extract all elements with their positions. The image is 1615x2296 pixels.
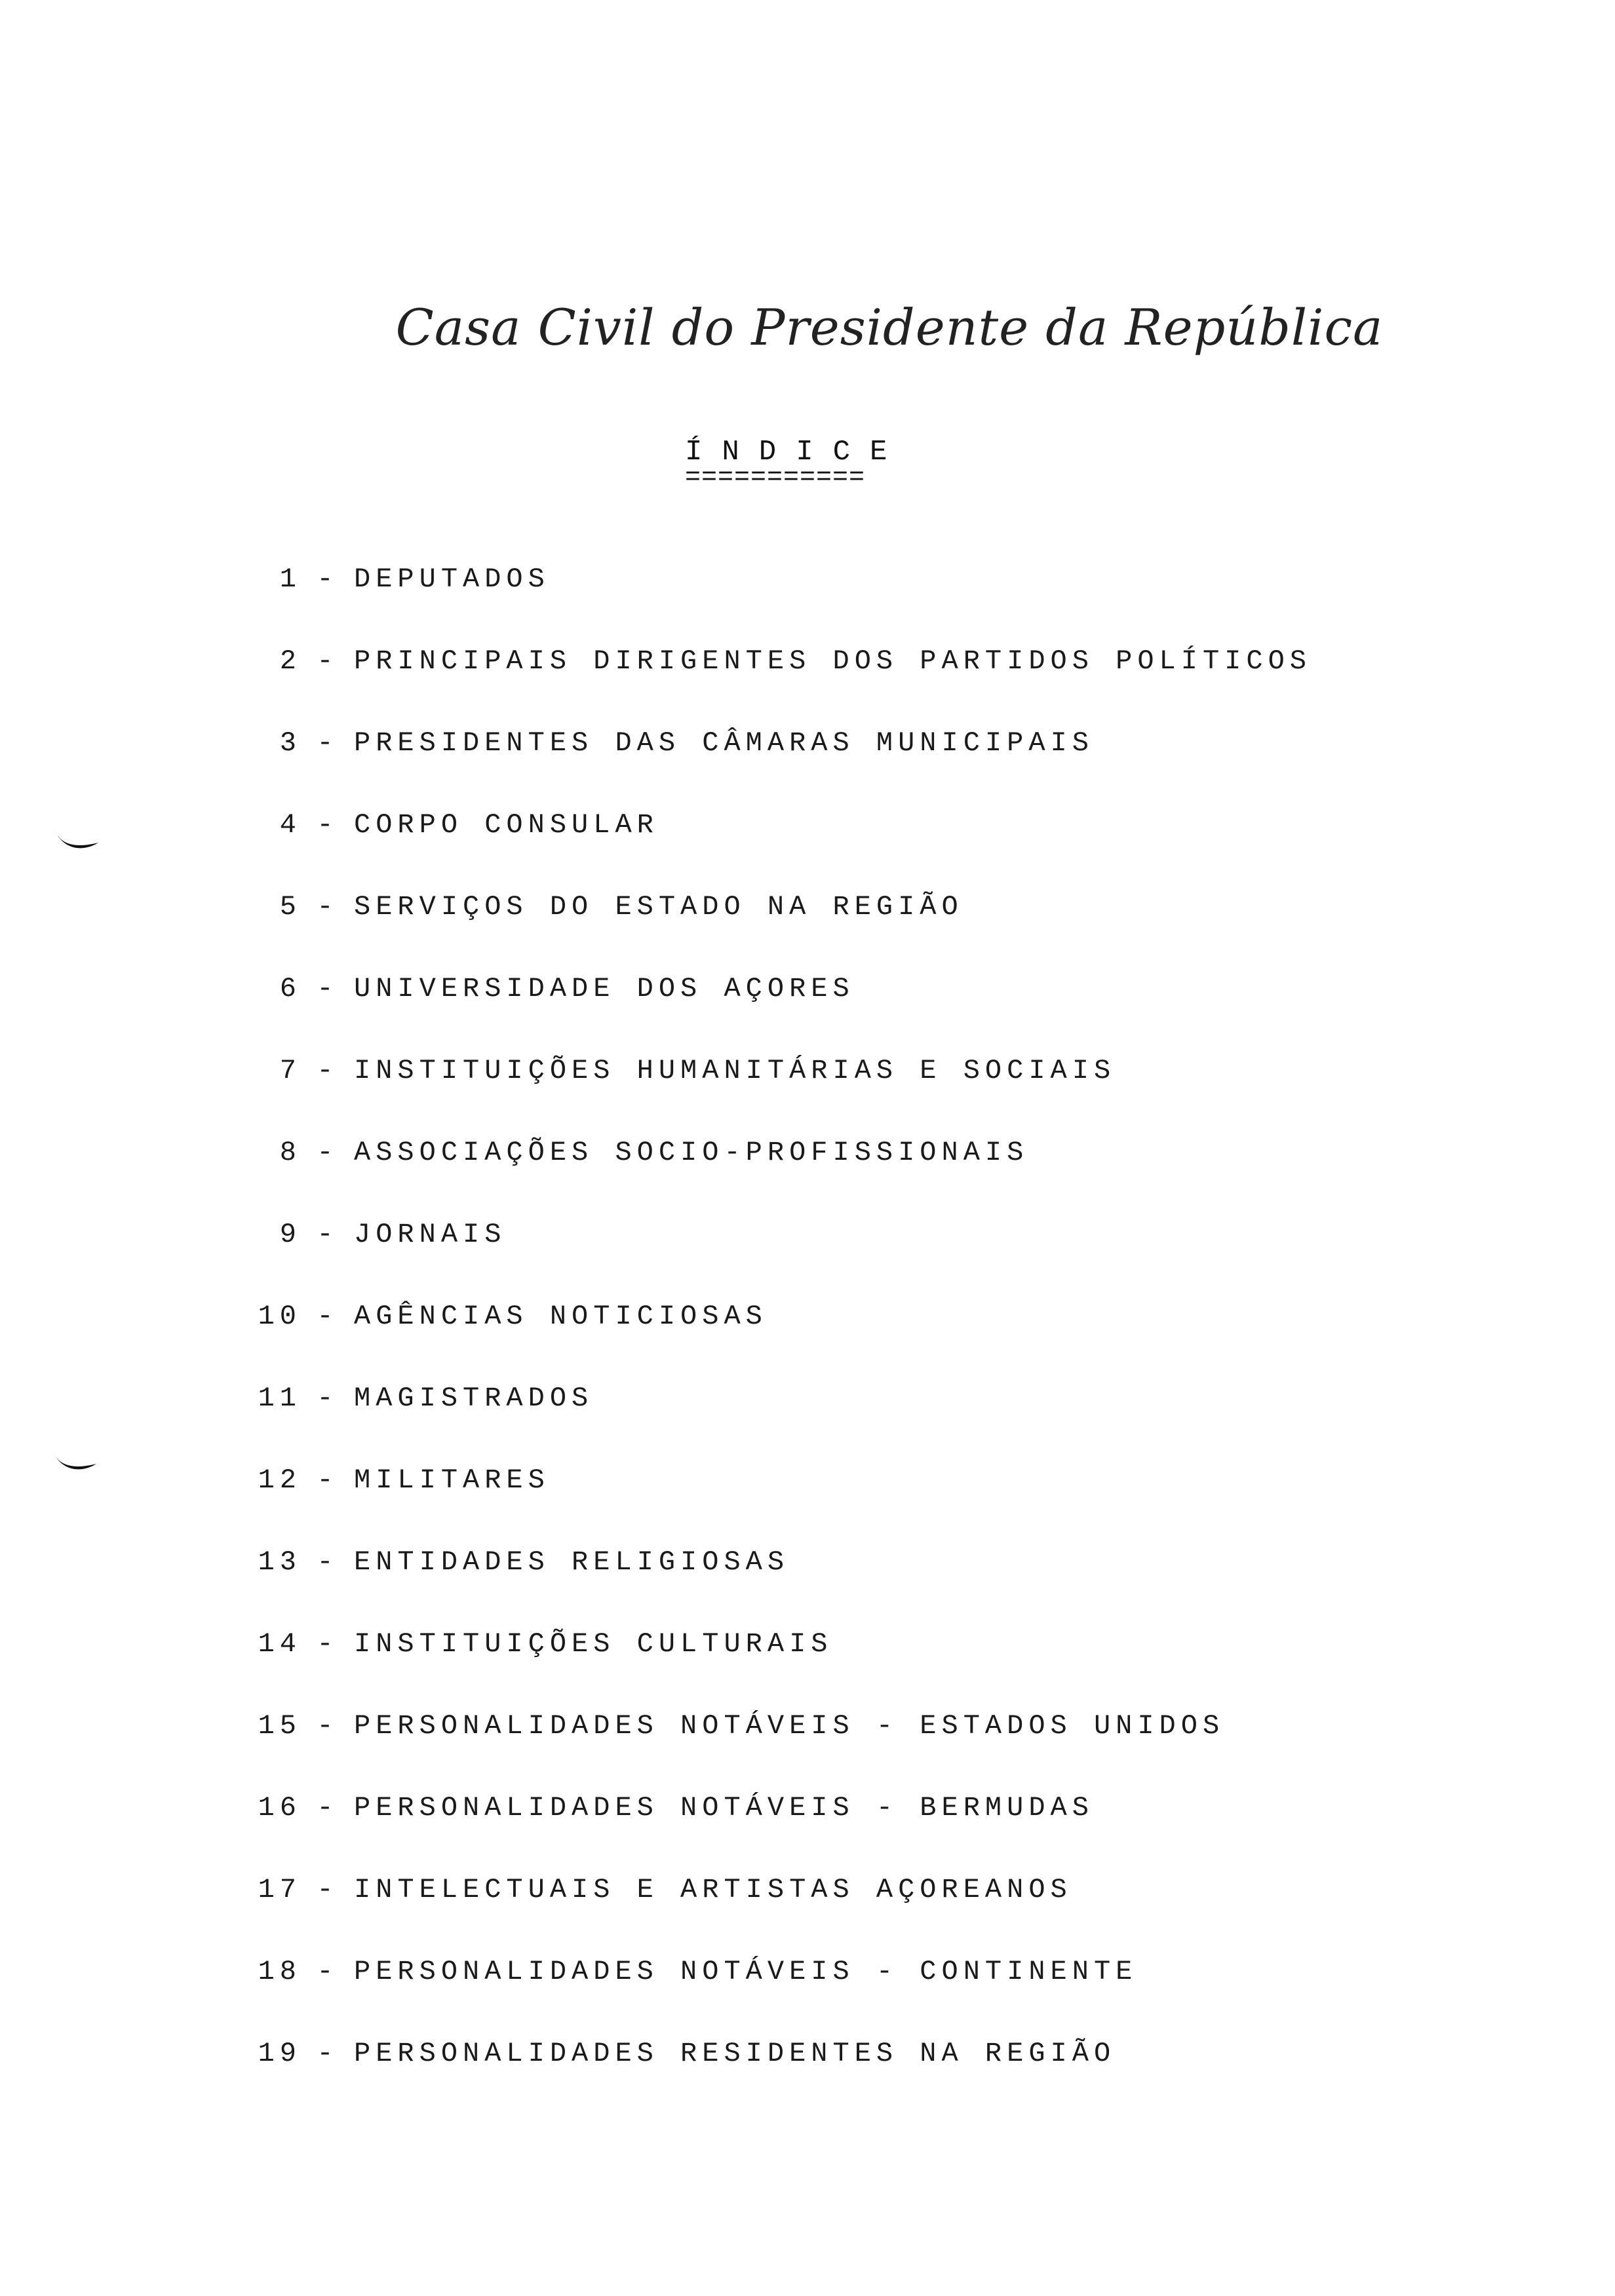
item-label: ENTIDADES RELIGIOSAS <box>354 1546 790 1578</box>
item-number: 16 <box>258 1792 302 1824</box>
item-label: INTELECTUAIS E ARTISTAS AÇOREANOS <box>354 1874 1072 1905</box>
item-number: 5 <box>279 891 302 923</box>
item-label: DEPUTADOS <box>354 564 550 595</box>
item-separator: - <box>317 1874 339 1905</box>
list-item <box>243 1792 1357 1874</box>
list-item <box>243 1137 1357 1219</box>
list-item <box>243 2038 1357 2120</box>
item-separator: - <box>317 1546 339 1578</box>
item-label: MAGISTRADOS <box>354 1383 594 1414</box>
list-item <box>243 645 1357 727</box>
item-separator: - <box>317 1464 339 1496</box>
item-number: 12 <box>258 1464 302 1496</box>
item-number: 9 <box>279 1219 302 1250</box>
item-separator: - <box>317 1301 339 1332</box>
letterhead: Casa Civil do Presidente da República <box>395 298 1384 356</box>
item-label: PRESIDENTES DAS CÂMARAS MUNICIPAIS <box>354 727 1094 759</box>
item-separator: - <box>317 1383 339 1414</box>
item-separator: - <box>317 645 339 677</box>
list-item <box>243 1546 1357 1628</box>
item-number: 2 <box>279 645 302 677</box>
title-underline: =========== <box>685 463 866 493</box>
item-number: 17 <box>258 1874 302 1905</box>
list-item <box>243 973 1357 1055</box>
item-label: MILITARES <box>354 1464 550 1496</box>
item-separator: - <box>317 564 339 595</box>
list-item <box>243 809 1357 891</box>
list-item <box>243 891 1357 973</box>
item-number: 10 <box>258 1301 302 1332</box>
item-separator: - <box>317 1956 339 1987</box>
list-item <box>243 1710 1357 1792</box>
item-number: 7 <box>279 1055 302 1086</box>
item-label: PERSONALIDADES NOTÁVEIS - BERMUDAS <box>354 1792 1094 1824</box>
checkmark-tick-icon <box>51 827 104 853</box>
item-label: UNIVERSIDADE DOS AÇORES <box>354 973 855 1004</box>
table-of-contents <box>243 564 1357 2120</box>
item-number: 18 <box>258 1956 302 1987</box>
item-separator: - <box>317 1055 339 1086</box>
item-number: 13 <box>258 1546 302 1578</box>
list-item <box>243 1219 1357 1301</box>
item-label: PRINCIPAIS DIRIGENTES DOS PARTIDOS POLÍTICOS <box>354 645 1312 677</box>
item-separator: - <box>317 727 339 759</box>
list-item <box>243 1874 1357 1956</box>
item-label: AGÊNCIAS NOTICIOSAS <box>354 1301 768 1332</box>
list-item <box>243 1055 1357 1137</box>
item-separator: - <box>317 1219 339 1250</box>
item-separator: - <box>317 1710 339 1742</box>
item-label: INSTITUIÇÕES CULTURAIS <box>354 1628 833 1660</box>
item-label: PERSONALIDADES NOTÁVEIS - ESTADOS UNIDOS <box>354 1710 1225 1742</box>
checkmark-tick-icon <box>49 1448 102 1474</box>
list-item <box>243 1383 1357 1464</box>
list-item <box>243 1628 1357 1710</box>
item-separator: - <box>317 973 339 1004</box>
item-label: SERVIÇOS DO ESTADO NA REGIÃO <box>354 891 963 923</box>
item-number: 19 <box>258 2038 302 2069</box>
item-separator: - <box>317 1628 339 1660</box>
item-separator: - <box>317 809 339 841</box>
page-title: ÍNDICE <box>685 436 907 469</box>
item-label: ASSOCIAÇÕES SOCIO-PROFISSIONAIS <box>354 1137 1029 1168</box>
item-separator: - <box>317 2038 339 2069</box>
item-label: PERSONALIDADES NOTÁVEIS - CONTINENTE <box>354 1956 1138 1987</box>
item-label: PERSONALIDADES RESIDENTES NA REGIÃO <box>354 2038 1116 2069</box>
item-label: INSTITUIÇÕES HUMANITÁRIAS E SOCIAIS <box>354 1055 1116 1086</box>
item-number: 15 <box>258 1710 302 1742</box>
item-label: JORNAIS <box>354 1219 507 1250</box>
item-number: 3 <box>279 727 302 759</box>
list-item <box>243 1464 1357 1546</box>
list-item <box>243 727 1357 809</box>
item-label: CORPO CONSULAR <box>354 809 659 841</box>
item-number: 11 <box>258 1383 302 1414</box>
list-item <box>243 1301 1357 1383</box>
list-item <box>243 1956 1357 2038</box>
title-block <box>685 436 908 493</box>
item-number: 4 <box>279 809 302 841</box>
item-number: 8 <box>279 1137 302 1168</box>
item-separator: - <box>317 1137 339 1168</box>
item-separator: - <box>317 1792 339 1824</box>
item-number: 6 <box>279 973 302 1004</box>
list-item <box>243 564 1357 645</box>
item-separator: - <box>317 891 339 923</box>
item-number: 1 <box>279 564 302 595</box>
item-number: 14 <box>258 1628 302 1660</box>
